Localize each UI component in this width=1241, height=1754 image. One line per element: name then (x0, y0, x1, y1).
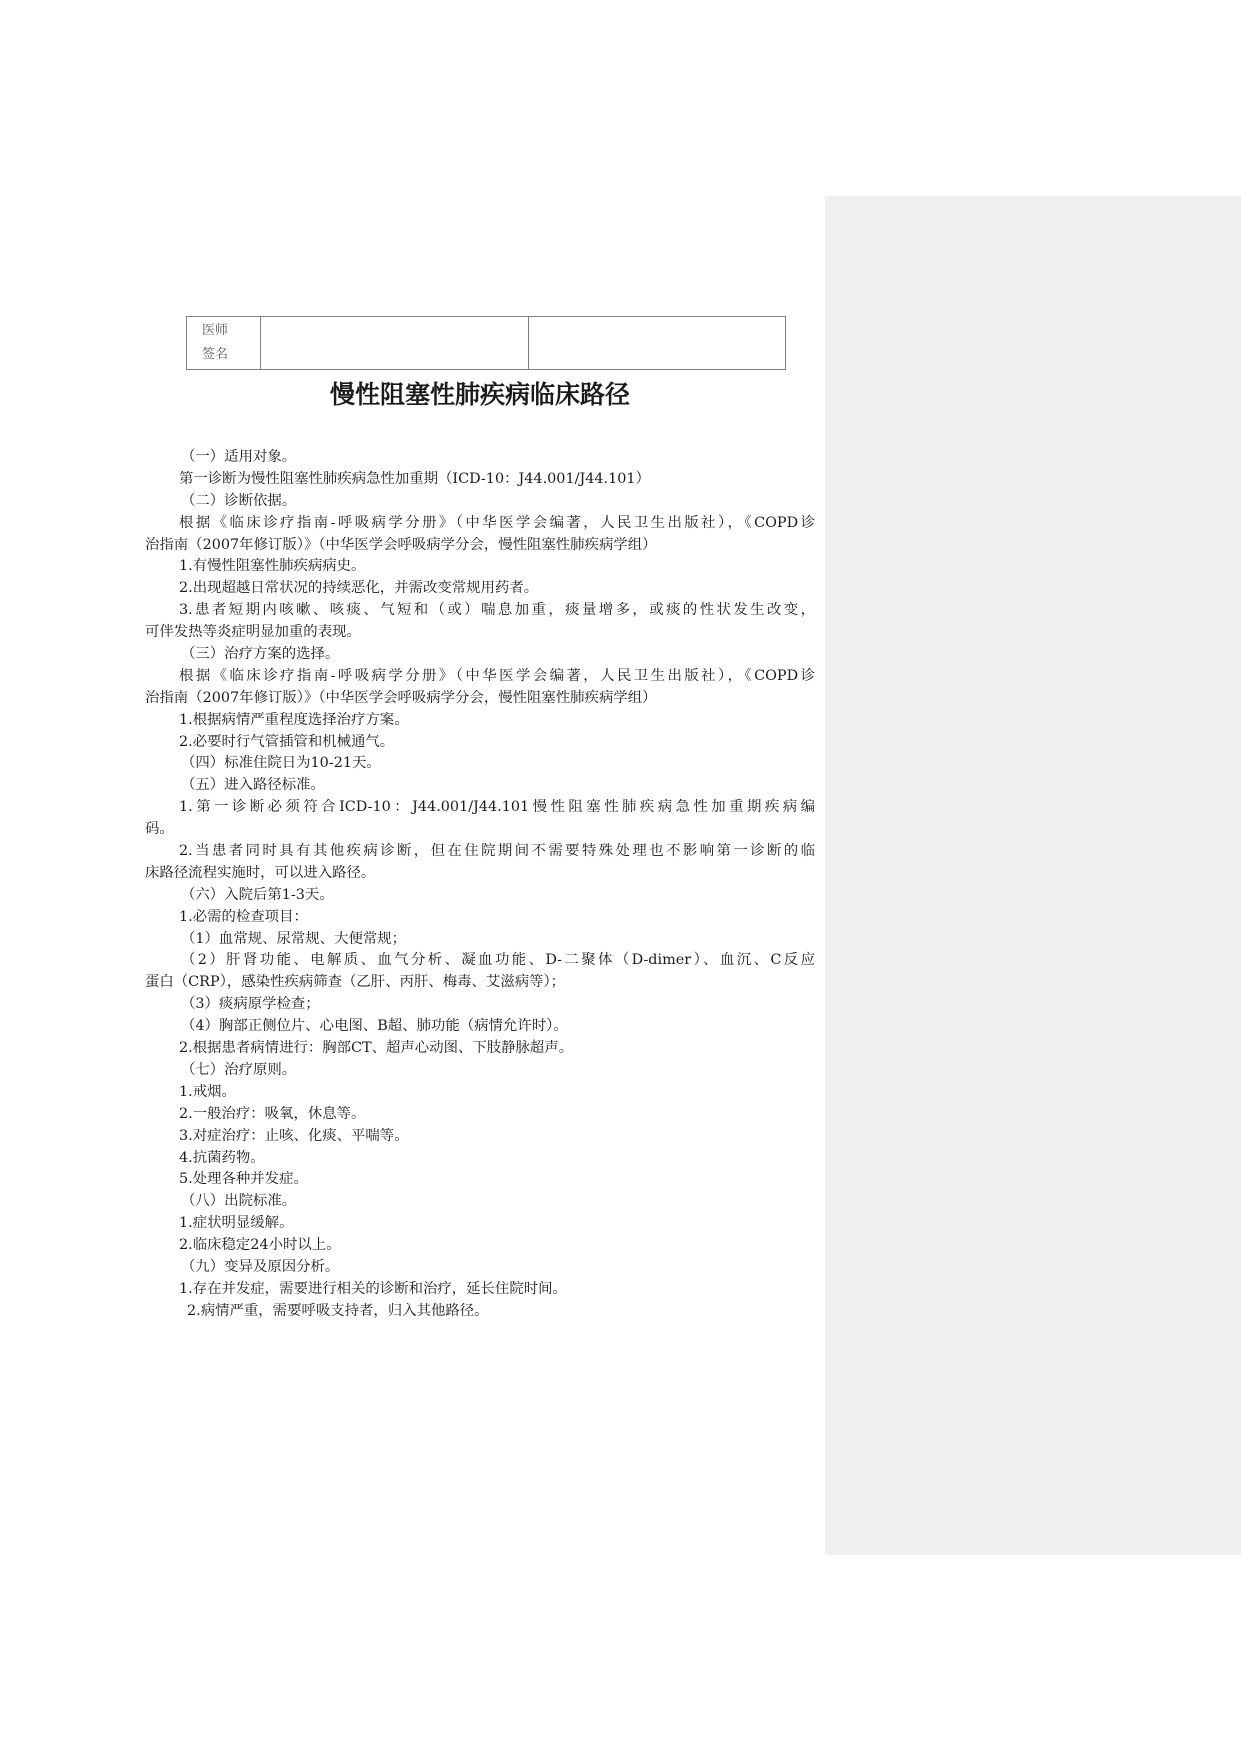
body-line: （八）出院标准。 (181, 1193, 297, 1210)
body-line: 治指南（2007年修订版）》（中华医学会呼吸病学分会，慢性阻塞性肺疾病学组） (145, 536, 657, 553)
body-line: 2.临床稳定24小时以上。 (179, 1237, 341, 1254)
body-line: 2.当患者同时具有其他疾病诊断，但在住院期间不需要特殊处理也不影响第一诊断的临 (179, 843, 815, 860)
body-line: 可伴发热等炎症明显加重的表现。 (145, 624, 361, 641)
doctor-signature-table (186, 316, 786, 370)
body-line: 2.根据患者病情进行：胸部CT、超声心动图、下肢静脉超声。 (179, 1040, 574, 1057)
body-line: （1）血常规、尿常规、大便常规； (181, 930, 407, 947)
body-line: 蛋白（CRP），感染性疾病筛查（乙肝、丙肝、梅毒、艾滋病等）； (145, 974, 566, 991)
body-line: 1.戒烟。 (179, 1083, 236, 1100)
body-line: （七）治疗原则。 (181, 1061, 297, 1078)
body-line: （二）诊断依据。 (181, 492, 297, 509)
body-line: 5.处理各种并发症。 (179, 1171, 308, 1188)
body-line: 1.有慢性阻塞性肺疾病病史。 (179, 558, 366, 575)
body-line: 根据《临床诊疗指南-呼吸病学分册》（中华医学会编著，人民卫生出版社），《COPD诊 (179, 514, 815, 531)
body-line: （四）标准住院日为10-21天。 (181, 755, 381, 772)
body-line: 2.病情严重，需要呼吸支持者，归入其他路径。 (187, 1302, 489, 1319)
body-line: （九）变异及原因分析。 (181, 1258, 340, 1275)
body-line: 2.出现超越日常状况的持续恶化，并需改变常规用药者。 (179, 580, 539, 597)
body-line: 3.对症治疗：止咳、化痰、平喘等。 (179, 1127, 409, 1144)
signature-label-line1: 医师 (202, 323, 229, 338)
body-line: （一）适用对象。 (181, 449, 297, 465)
body-line: 1.第一诊断必须符合ICD-10：J44.001/J44.101慢性阻塞性肺疾病急性加重期疾病编 (179, 799, 815, 816)
body-line: 1.必需的检查项目： (179, 908, 308, 925)
body-line: 码。 (145, 821, 174, 838)
body-line: （2）肝肾功能、电解质、血气分析、凝血功能、D-二聚体（D-dimer）、血沉、C反应 (181, 952, 815, 969)
body-line: 1.症状明显缓解。 (179, 1215, 294, 1232)
body-line: 2.一般治疗：吸氧，休息等。 (179, 1105, 366, 1122)
signature-cell-1[interactable] (261, 317, 529, 370)
body-line: （五）进入路径标准。 (181, 777, 325, 794)
body-line: （六）入院后第1-3天。 (181, 886, 334, 903)
body-line: 第一诊断为慢性阻塞性肺疾病急性加重期（ICD-10：J44.001/J44.101） (179, 470, 650, 487)
body-line: （4）胸部正侧位片、心电图、B超、肺功能（病情允许时）。 (181, 1018, 568, 1035)
body-line: 4.抗菌药物。 (179, 1149, 265, 1166)
signature-label-line2: 签名 (202, 347, 229, 362)
document-body (145, 447, 815, 1323)
body-line: 床路径流程实施时，可以进入路径。 (145, 864, 376, 881)
signature-label-cell (187, 317, 261, 370)
body-line: （3）痰病原学检查； (181, 996, 320, 1013)
signature-cell-2[interactable] (529, 317, 786, 370)
body-line: 根据《临床诊疗指南-呼吸病学分册》（中华医学会编著，人民卫生出版社），《COPD诊 (179, 667, 815, 684)
body-line: （三）治疗方案的选择。 (181, 646, 340, 663)
body-line: 1.根据病情严重程度选择治疗方案。 (179, 711, 409, 728)
body-line: 治指南（2007年修订版）》（中华医学会呼吸病学分会，慢性阻塞性肺疾病学组） (145, 689, 657, 706)
comment-pane (825, 196, 1241, 1555)
body-line: 1.存在并发症，需要进行相关的诊断和治疗，延长住院时间。 (179, 1280, 567, 1297)
document-title: 慢性阻塞性肺疾病临床路径 (329, 380, 630, 409)
body-line: 2.必要时行气管插管和机械通气。 (179, 733, 395, 750)
body-line: 3.患者短期内咳嗽、咳痰、气短和（或）喘息加重，痰量增多，或痰的性状发生改变， (179, 602, 815, 619)
